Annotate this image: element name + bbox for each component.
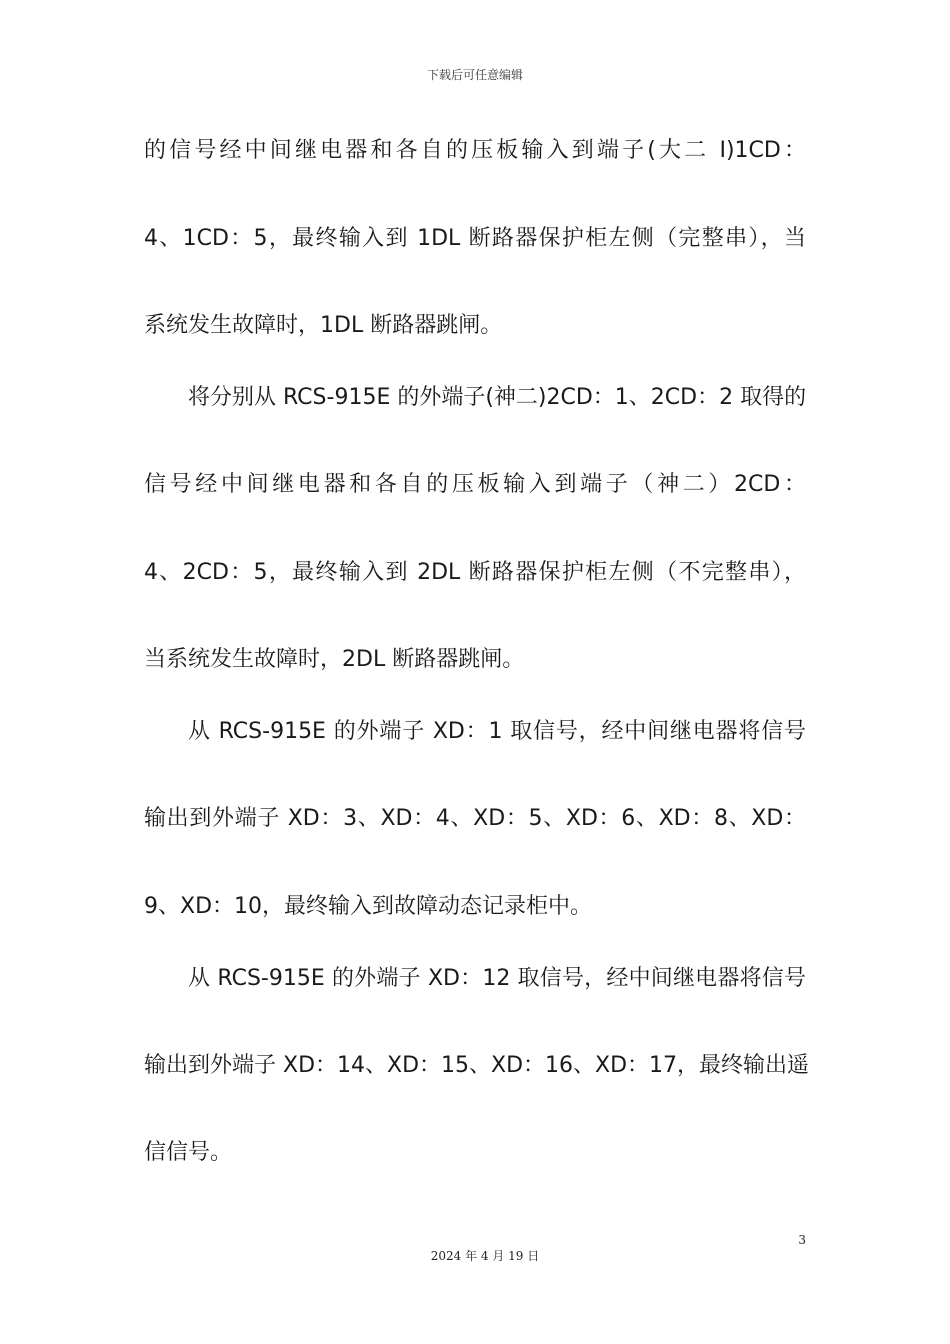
page-header: 下载后可任意编辑	[426, 68, 523, 82]
body-line: 的信号经中间继电器和各自的压板输入到端子(大二 I)1CD：	[144, 138, 806, 163]
body-line: 当系统发生故障时，2DL 断路器跳闸。	[144, 647, 525, 672]
paragraph-first-line: 从 RCS-915E 的外端子 XD：12 取信号，经中间继电器将信号	[188, 966, 806, 991]
footer-date: 2024 年 4 月 19 日	[430, 1249, 540, 1263]
body-line: 9、XD：10，最终输入到故障动态记录柜中。	[144, 894, 593, 919]
paragraph-first-line: 从 RCS-915E 的外端子 XD：1 取信号，经中间继电器将信号	[188, 719, 806, 744]
body-line: 4、2CD：5，最终输入到 2DL 断路器保护柜左侧（不完整串），	[144, 560, 806, 585]
body-line: 信号经中间继电器和各自的压板输入到端子（神二）2CD：	[144, 472, 806, 497]
body-line: 输出到外端子 XD：14、XD：15、XD：16、XD：17，最终输出遥	[144, 1053, 810, 1078]
body-line: 输出到外端子 XD：3、XD：4、XD：5、XD：6、XD：8、XD：	[144, 806, 806, 831]
paragraph-first-line: 将分别从 RCS-915E 的外端子(神二)2CD：1、2CD：2 取得的	[188, 385, 807, 410]
body-line: 信信号。	[144, 1140, 233, 1165]
page-number: 3	[798, 1233, 806, 1247]
body-line: 4、1CD：5，最终输入到 1DL 断路器保护柜左侧（完整串），当	[144, 226, 806, 251]
body-line: 系统发生故障时，1DL 断路器跳闸。	[144, 313, 503, 338]
